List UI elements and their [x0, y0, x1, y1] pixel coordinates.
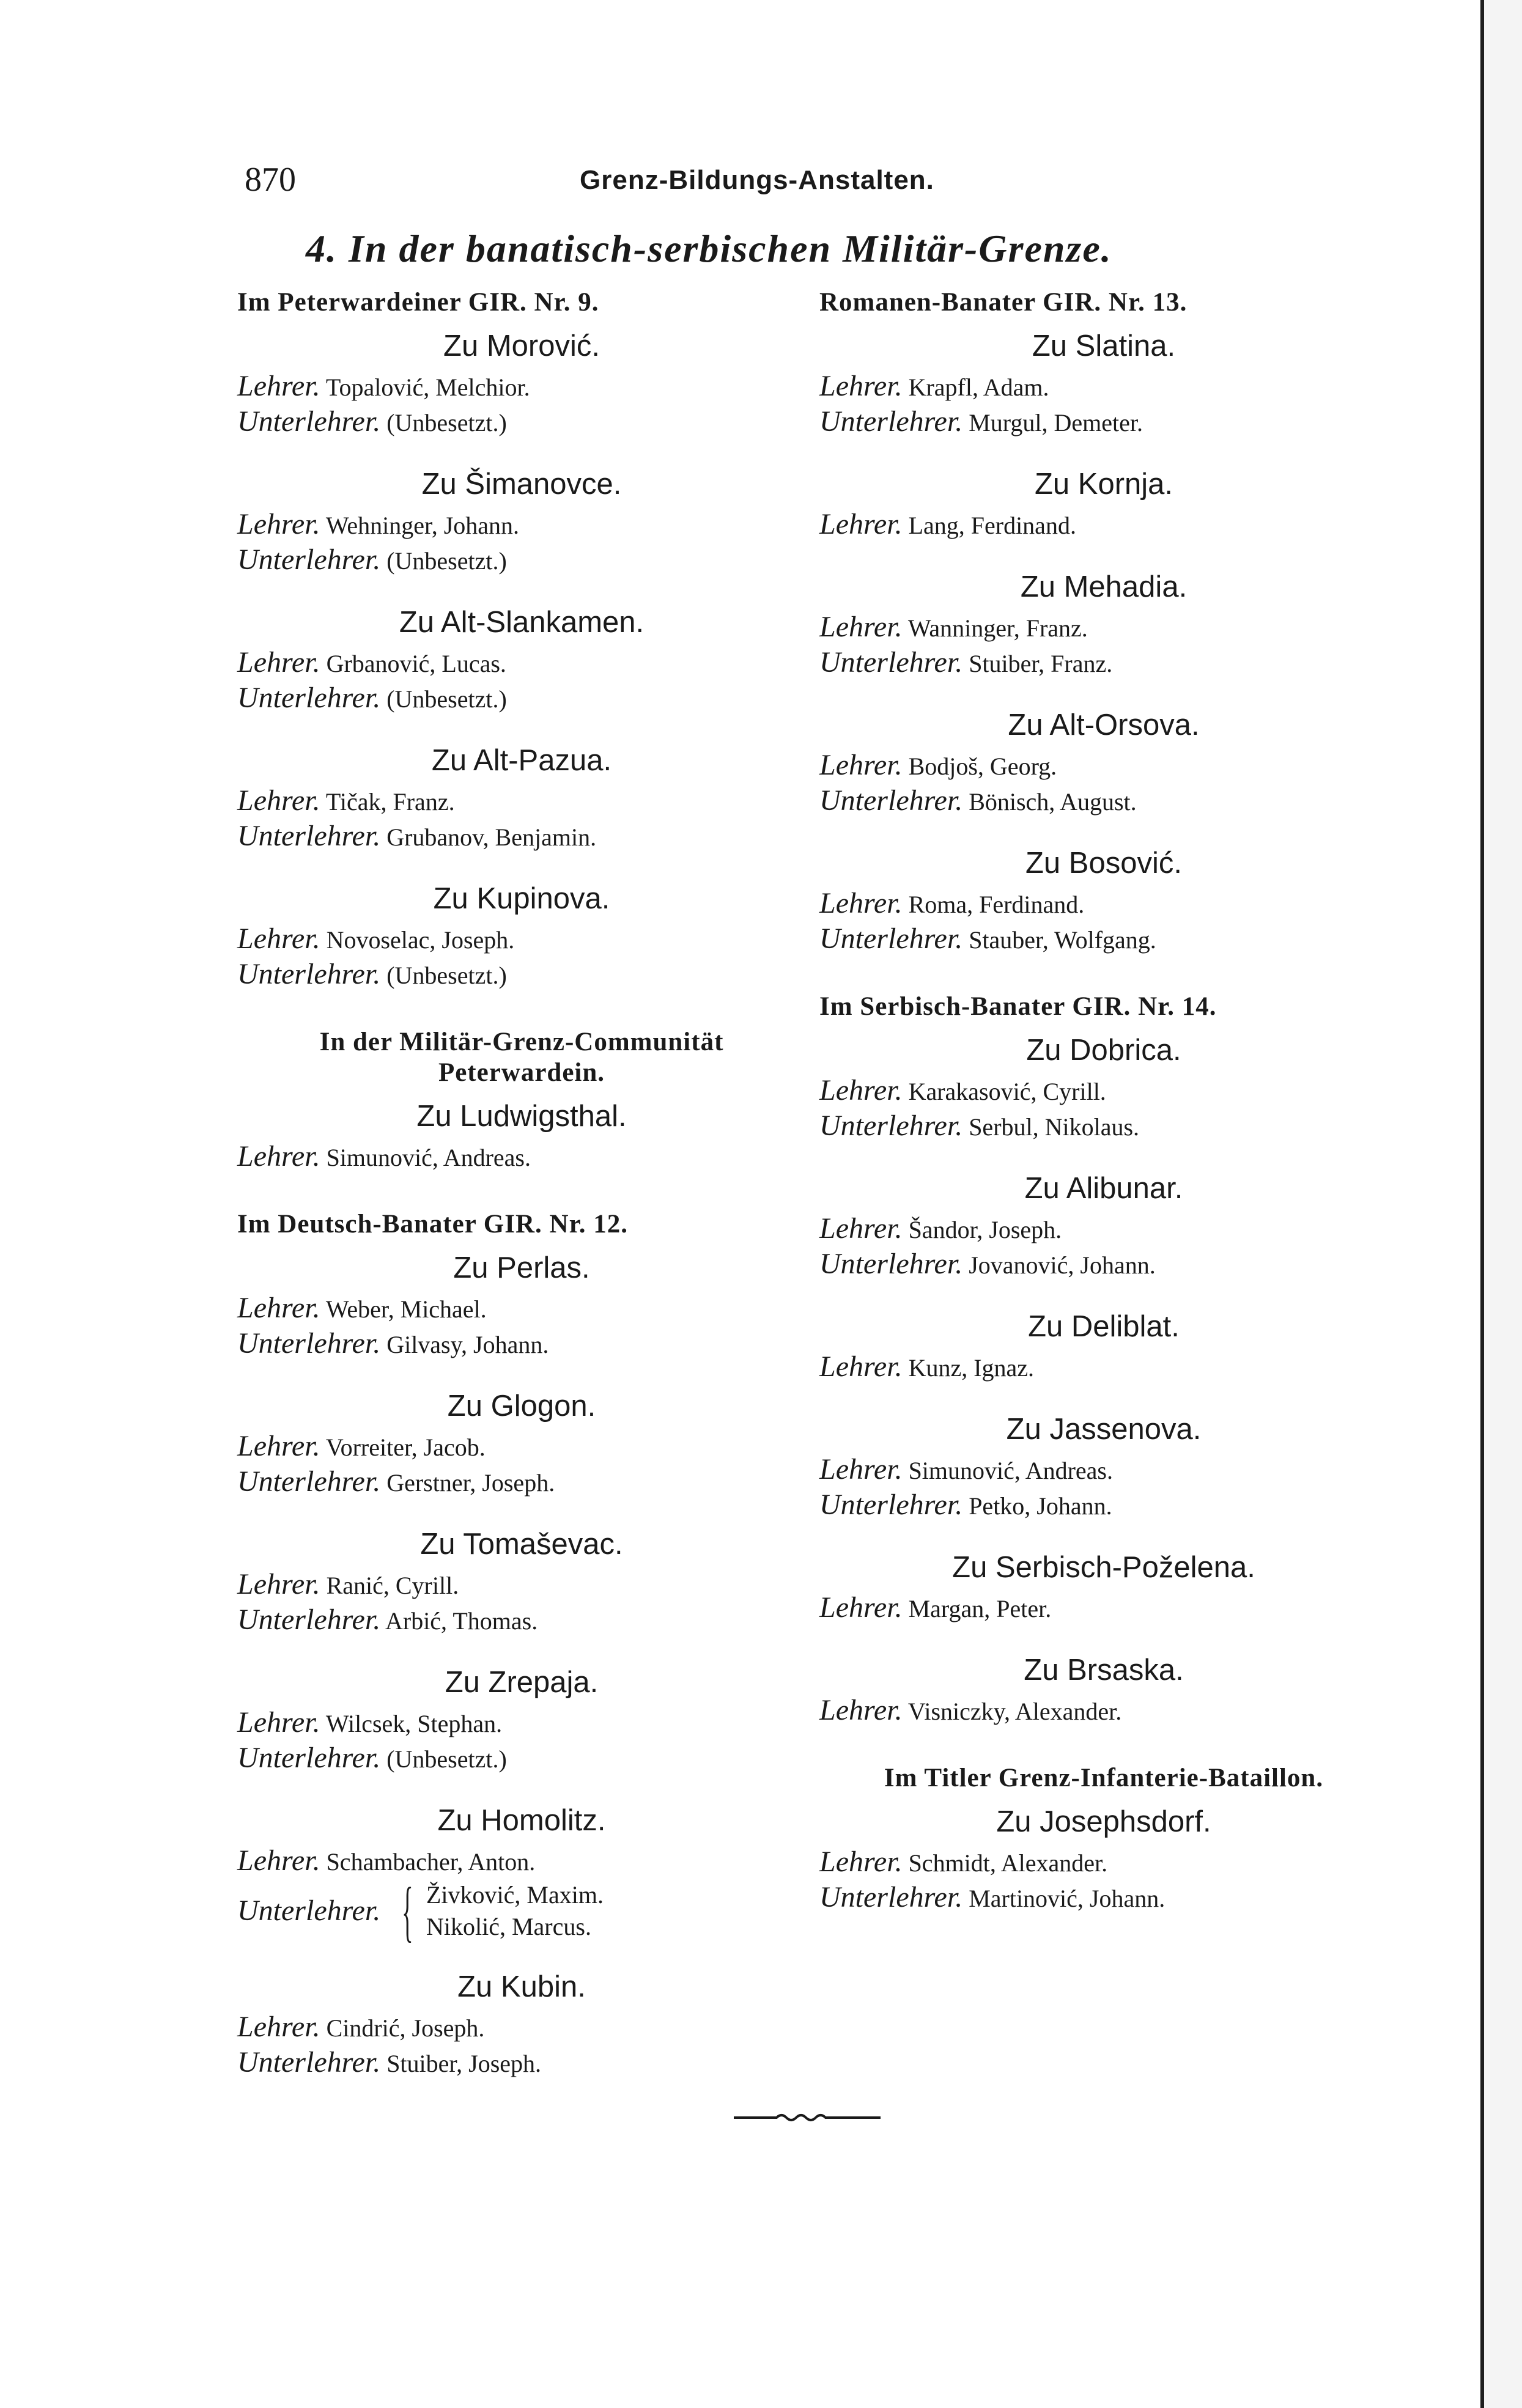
- teacher-name: Weber, Michael.: [325, 1295, 487, 1323]
- teacher-name: Roma, Ferdinand.: [908, 891, 1085, 918]
- role-label: Lehrer.: [819, 1591, 903, 1624]
- role-label: Unterlehrer.: [237, 1603, 381, 1636]
- assistant-name: Petko, Johann.: [969, 1492, 1112, 1520]
- role-label: Unterlehrer.: [819, 1489, 963, 1521]
- role-label: Lehrer.: [237, 784, 320, 817]
- assistant-name: Živković, Maxim.: [426, 1881, 604, 1909]
- teacher-name: Grbanović, Lucas.: [326, 650, 506, 677]
- assistant-name: (Unbesetzt.): [386, 685, 507, 713]
- school-entry: [237, 1967, 806, 2081]
- assistant-name: Stuiber, Franz.: [969, 650, 1113, 677]
- role-label: Lehrer.: [237, 1292, 320, 1324]
- role-label: Unterlehrer.: [237, 543, 381, 576]
- teacher-name: Cindrić, Joseph.: [326, 2014, 485, 2042]
- school-entry: [819, 1169, 1388, 1283]
- role-label: Unterlehrer.: [237, 2046, 381, 2078]
- assistant-name: Stuiber, Joseph.: [386, 2050, 542, 2077]
- assistant-name: Martinović, Johann.: [969, 1885, 1166, 1912]
- role-label: Lehrer.: [819, 1350, 903, 1383]
- assistant-name: (Unbesetzt.): [386, 547, 507, 575]
- assistant-name: Murgul, Demeter.: [969, 409, 1143, 436]
- assistant-group: [237, 1874, 806, 1948]
- teacher-name: Kunz, Ignaz.: [908, 1354, 1035, 1382]
- school-entry: [237, 879, 806, 993]
- school-entry: [237, 1525, 806, 1638]
- role-label: Lehrer.: [819, 1694, 903, 1726]
- school-entry: [819, 1802, 1388, 1916]
- teacher-name: Topalović, Melchior.: [325, 374, 530, 401]
- place-name: Zu Kubin.: [457, 1970, 586, 2003]
- role-label: Unterlehrer.: [237, 1327, 381, 1360]
- place-name: Zu Homolitz.: [437, 1804, 606, 1837]
- school-entry: [237, 1663, 806, 1777]
- tail-ornament: [734, 2108, 881, 2126]
- district-heading: Im Peterwardeiner GIR. Nr. 9.: [237, 288, 599, 317]
- school-entry: [819, 567, 1388, 681]
- role-label: Unterlehrer.: [819, 646, 963, 679]
- place-name: Zu Jassenova.: [1006, 1413, 1202, 1446]
- school-entry: [237, 741, 806, 855]
- role-label: Unterlehrer.: [237, 1894, 381, 1927]
- school-entry: [237, 1248, 806, 1362]
- teacher-name: Lang, Ferdinand.: [908, 512, 1076, 539]
- role-label: Unterlehrer.: [237, 958, 381, 990]
- assistant-name: Gerstner, Joseph.: [386, 1469, 555, 1497]
- role-label: Lehrer.: [237, 922, 320, 955]
- role-label: Unterlehrer.: [819, 405, 963, 438]
- place-name: Zu Serbisch-Poželena.: [952, 1551, 1255, 1584]
- assistant-name: (Unbesetzt.): [386, 962, 507, 989]
- teacher-name: Tičak, Franz.: [325, 788, 455, 816]
- assistant-names: [426, 1879, 604, 1943]
- school-entry: [819, 1651, 1388, 1729]
- teacher-name: Ranić, Cyrill.: [326, 1572, 459, 1599]
- teacher-name: Schambacher, Anton.: [326, 1848, 536, 1876]
- teacher-name: Margan, Peter.: [908, 1595, 1052, 1622]
- place-name: Zu Slatina.: [1032, 330, 1176, 363]
- teacher-name: Karakasović, Cyrill.: [908, 1078, 1106, 1105]
- school-entry: [237, 1386, 806, 1500]
- role-label: Unterlehrer.: [819, 1248, 963, 1280]
- role-label: Lehrer.: [819, 370, 903, 402]
- role-label: Lehrer.: [819, 1074, 903, 1106]
- assistant-name: Arbić, Thomas.: [385, 1607, 538, 1635]
- assistant-name: Gilvasy, Johann.: [386, 1331, 549, 1358]
- teacher-name: Wanninger, Franz.: [907, 614, 1088, 642]
- place-name: Zu Morović.: [443, 330, 600, 363]
- assistant-name: Jovanović, Johann.: [969, 1251, 1156, 1279]
- teacher-name: Šandor, Joseph.: [908, 1216, 1062, 1243]
- role-label: Lehrer.: [237, 1140, 320, 1173]
- place-name: Zu Glogon.: [447, 1390, 596, 1423]
- place-name: Zu Ludwigsthal.: [416, 1100, 627, 1133]
- teacher-name: Simunović, Andreas.: [908, 1457, 1113, 1484]
- role-label: Lehrer.: [819, 749, 903, 781]
- place-name: Zu Brsaska.: [1024, 1654, 1184, 1687]
- role-label: Lehrer.: [237, 1568, 320, 1600]
- school-entry: [819, 844, 1388, 957]
- role-label: Unterlehrer.: [819, 922, 963, 955]
- assistant-name: Grubanov, Benjamin.: [386, 823, 597, 851]
- page-number: 870: [245, 161, 296, 199]
- school-entry: [237, 326, 806, 440]
- page-header: [245, 160, 1015, 203]
- school-entry: [237, 1801, 806, 1948]
- place-name: Zu Deliblat.: [1028, 1310, 1180, 1343]
- place-name: Zu Šimanovce.: [421, 468, 622, 501]
- role-label: Lehrer.: [819, 1212, 903, 1245]
- role-label: Lehrer.: [237, 646, 320, 679]
- district-heading: In der Militär-Grenz-Communität Peterwardein.: [319, 1028, 724, 1087]
- school-entry: [237, 465, 806, 578]
- place-name: Zu Dobrica.: [1026, 1034, 1181, 1067]
- place-name: Zu Alt-Orsova.: [1008, 709, 1200, 742]
- teacher-name: Visniczky, Alexander.: [907, 1698, 1122, 1725]
- teacher-name: Wehninger, Johann.: [325, 512, 520, 539]
- assistant-name: Nikolić, Marcus.: [426, 1913, 591, 1940]
- role-label: Unterlehrer.: [819, 1881, 963, 1913]
- page-edge: [1480, 0, 1484, 2408]
- role-label: Unterlehrer.: [237, 405, 381, 438]
- role-label: Unterlehrer.: [237, 820, 381, 852]
- place-name: Zu Zrepaja.: [445, 1666, 599, 1699]
- teacher-name: Novoselac, Joseph.: [326, 926, 515, 954]
- left-column: [237, 287, 806, 2105]
- role-label: Unterlehrer.: [819, 1110, 963, 1142]
- district-heading: Im Deutsch-Banater GIR. Nr. 12.: [237, 1210, 628, 1239]
- place-name: Zu Alt-Slankamen.: [399, 606, 645, 639]
- school-entry: [819, 1031, 1388, 1144]
- teacher-name: Krapfl, Adam.: [908, 374, 1049, 401]
- assistant-name: Stauber, Wolfgang.: [969, 926, 1156, 954]
- role-label: Lehrer.: [237, 1430, 320, 1462]
- district-heading: Im Titler Grenz-Infanterie-Bataillon.: [884, 1764, 1324, 1792]
- section-title: 4. In der banatisch-serbischen Militär-Grenze.: [306, 227, 1112, 270]
- role-label: Unterlehrer.: [237, 682, 381, 714]
- teacher-name: Bodjoš, Georg.: [908, 753, 1057, 780]
- district-heading: Im Serbisch-Banater GIR. Nr. 14.: [819, 992, 1217, 1021]
- assistant-name: (Unbesetzt.): [386, 409, 507, 436]
- school-entry: [819, 705, 1388, 819]
- right-column: [819, 287, 1388, 1940]
- school-entry: [819, 1410, 1388, 1523]
- role-label: Lehrer.: [237, 1844, 320, 1877]
- role-label: Lehrer.: [819, 1453, 903, 1486]
- role-label: Lehrer.: [237, 1706, 320, 1739]
- place-name: Zu Tomaševac.: [420, 1528, 623, 1561]
- place-name: Zu Kornja.: [1034, 468, 1173, 501]
- role-label: Lehrer.: [819, 611, 903, 643]
- school-entry: [237, 603, 806, 716]
- role-label: Unterlehrer.: [819, 784, 963, 817]
- running-head: Grenz-Bildungs-Anstalten.: [580, 165, 934, 195]
- place-name: Zu Mehadia.: [1020, 570, 1188, 603]
- role-label: Lehrer.: [237, 508, 320, 540]
- teacher-name: Simunović, Andreas.: [326, 1144, 531, 1171]
- assistant-name: Serbul, Nikolaus.: [969, 1113, 1140, 1141]
- role-label: Lehrer.: [237, 370, 320, 402]
- place-name: Zu Alt-Pazua.: [431, 744, 612, 777]
- role-label: Lehrer.: [819, 508, 903, 540]
- school-entry: [819, 465, 1388, 543]
- teacher-name: Wilcsek, Stephan.: [325, 1710, 503, 1737]
- school-entry: [819, 326, 1388, 440]
- place-name: Zu Kupinova.: [433, 882, 610, 915]
- assistant-name: Bönisch, August.: [969, 788, 1137, 816]
- school-entry: [819, 1548, 1388, 1626]
- role-label: Lehrer.: [819, 887, 903, 919]
- school-entry: [237, 1097, 806, 1175]
- place-name: Zu Bosović.: [1025, 847, 1182, 880]
- school-entry: [819, 1307, 1388, 1385]
- role-label: Unterlehrer.: [237, 1465, 381, 1498]
- place-name: Zu Alibunar.: [1024, 1172, 1183, 1205]
- assistant-name: (Unbesetzt.): [386, 1745, 507, 1773]
- role-label: Lehrer.: [237, 2011, 320, 2043]
- place-name: Zu Josephsdorf.: [996, 1805, 1211, 1838]
- teacher-name: Schmidt, Alexander.: [908, 1849, 1108, 1877]
- place-name: Zu Perlas.: [453, 1251, 590, 1284]
- brace-glyph: {: [402, 1874, 413, 1948]
- page-edge-shadow: [1484, 0, 1522, 2408]
- role-label: Lehrer.: [819, 1846, 903, 1878]
- role-label: Unterlehrer.: [237, 1742, 381, 1774]
- district-heading: Romanen-Banater GIR. Nr. 13.: [819, 288, 1188, 317]
- teacher-name: Vorreiter, Jacob.: [325, 1434, 486, 1461]
